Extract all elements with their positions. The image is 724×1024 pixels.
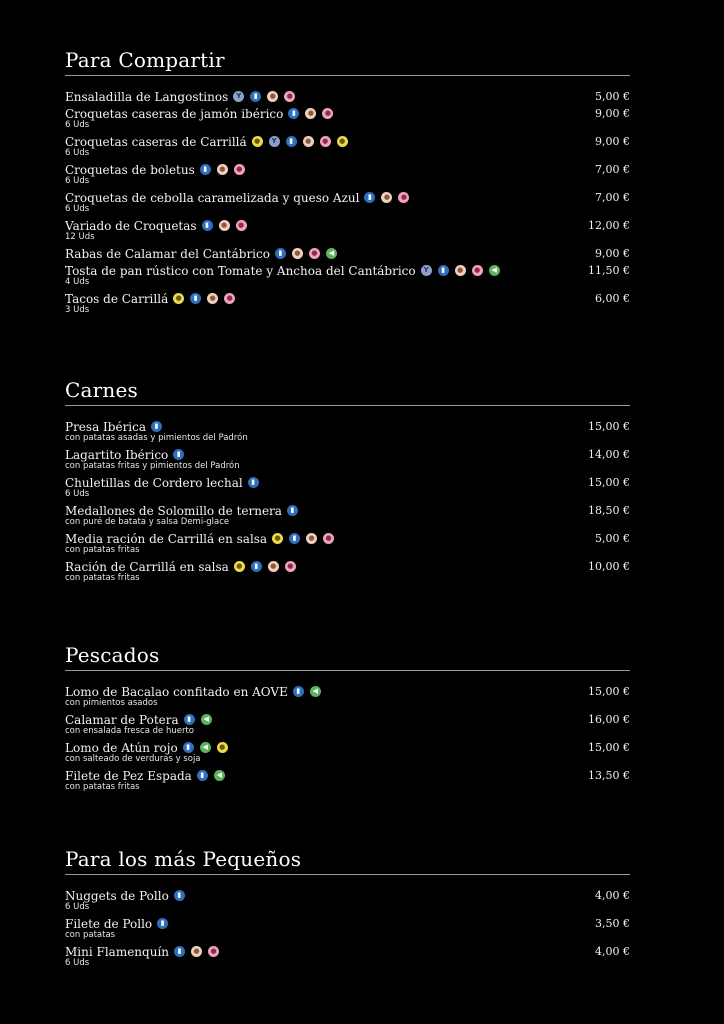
gluten-allergen-icon: ▮: [174, 946, 185, 957]
section-title: Para Compartir: [65, 48, 630, 76]
gluten-allergen-icon: ▮: [275, 248, 286, 259]
menu-item-note: con patatas asadas y pimientos del Padrón: [65, 433, 248, 443]
menu-item-note: con patatas fritas: [65, 545, 140, 555]
menu-item-price: 5,00 €: [595, 532, 630, 545]
egg-allergen-icon: ●: [472, 265, 483, 276]
egg-allergen-icon: ●: [236, 220, 247, 231]
fish-allergen-icon: ◀: [200, 742, 211, 753]
menu-item: [65, 558, 630, 586]
egg-allergen-icon: ●: [284, 91, 295, 102]
milk-allergen-icon: ●: [306, 533, 317, 544]
menu-item-name-wrap: [65, 163, 245, 177]
menu-item-price: 9,00 €: [595, 107, 630, 120]
menu-item-note: 3 Uds: [65, 305, 90, 315]
menu-item-note: con patatas fritas: [65, 782, 140, 792]
milk-allergen-icon: ●: [381, 192, 392, 203]
menu-item-price: 5,00 €: [595, 90, 630, 103]
menu-item-name-wrap: [65, 741, 228, 755]
menu-item-name-wrap: [65, 292, 235, 306]
menu-item-note: 12 Uds: [65, 232, 95, 242]
gluten-allergen-icon: ▮: [293, 686, 304, 697]
allergen-icons: [421, 265, 500, 276]
milk-allergen-icon: ●: [267, 91, 278, 102]
gluten-allergen-icon: ▮: [364, 192, 375, 203]
menu-item-note: 6 Uds: [65, 148, 90, 158]
menu-item-name-wrap: [65, 90, 295, 104]
egg-allergen-icon: ●: [398, 192, 409, 203]
menu-item: [65, 290, 630, 318]
gluten-allergen-icon: ▮: [197, 770, 208, 781]
menu-item-price: 15,00 €: [588, 476, 630, 489]
menu-item-note: con puré de batata y salsa Demi-glace: [65, 517, 230, 527]
section-title: Para los más Pequeños: [65, 847, 630, 875]
mustard-allergen-icon: ●: [252, 136, 263, 147]
menu-item-name: Variado de Croquetas: [65, 218, 197, 233]
gluten-allergen-icon: ▮: [286, 136, 297, 147]
menu-item: [65, 711, 630, 739]
allergen-icons: [202, 220, 247, 231]
allergen-icons: [173, 449, 184, 460]
menu-item-name: Tosta de pan rústico con Tomate y Anchoa del Cantábrico: [65, 263, 416, 278]
menu-item-note: 6 Uds: [65, 120, 90, 130]
gluten-allergen-icon: ▮: [200, 164, 211, 175]
allergen-icons: [288, 108, 333, 119]
gluten-allergen-icon: ▮: [251, 561, 262, 572]
menu-item-name: Filete de Pez Espada: [65, 768, 192, 783]
menu-item-note: con salteado de verduras y soja: [65, 754, 201, 764]
menu-item: [65, 887, 630, 915]
menu-item: [65, 502, 630, 530]
menu-item-name-wrap: [65, 135, 348, 149]
menu-item-name: Rabas de Calamar del Cantábrico: [65, 246, 270, 261]
mustard-allergen-icon: ●: [173, 293, 184, 304]
gluten-allergen-icon: ▮: [250, 91, 261, 102]
menu-item-name-wrap: [65, 448, 184, 462]
menu-item-name: Lagartito Ibérico: [65, 447, 169, 462]
menu-item: [65, 418, 630, 446]
milk-allergen-icon: ●: [268, 561, 279, 572]
gluten-allergen-icon: ▮: [248, 477, 259, 488]
fish-allergen-icon: ◀: [489, 265, 500, 276]
menu-item-name: Chuletillas de Cordero lechal: [65, 475, 243, 490]
menu-item-note: con ensalada fresca de huerto: [65, 726, 194, 736]
milk-allergen-icon: ●: [219, 220, 230, 231]
menu-item-price: 3,50 €: [595, 917, 630, 930]
menu-item-note: con patatas: [65, 930, 116, 940]
menu-item-name: Ración de Carrillá en salsa: [65, 559, 229, 574]
menu-item-price: 14,00 €: [588, 448, 630, 461]
egg-allergen-icon: ●: [323, 533, 334, 544]
crustacean-allergen-icon: Y: [269, 136, 280, 147]
menu-item-note: 6 Uds: [65, 204, 90, 214]
menu-item-price: 11,50 €: [588, 264, 630, 277]
allergen-icons: [252, 136, 348, 147]
menu-item: [65, 133, 630, 161]
menu-item-note: con patatas fritas y pimientos del Padrón: [65, 461, 240, 471]
allergen-icons: [233, 91, 295, 102]
menu-item-name: Lomo de Bacalao confitado en AOVE: [65, 684, 288, 699]
gluten-allergen-icon: ▮: [190, 293, 201, 304]
menu-item-note: 4 Uds: [65, 277, 90, 287]
allergen-icons: [275, 248, 337, 259]
item-list: [65, 683, 630, 795]
milk-allergen-icon: ●: [292, 248, 303, 259]
menu-item-note: 6 Uds: [65, 489, 90, 499]
menu-item-name: Ensaladilla de Langostinos: [65, 89, 229, 104]
menu-item-price: 6,00 €: [595, 292, 630, 305]
menu-item-name: Croquetas de cebolla caramelizada y queso Azul: [65, 190, 360, 205]
item-list: [65, 887, 630, 971]
menu-item: [65, 739, 630, 767]
fish-allergen-icon: ◀: [310, 686, 321, 697]
menu-item-name-wrap: [65, 945, 219, 959]
menu-item-name-wrap: [65, 420, 162, 434]
fish-allergen-icon: ◀: [326, 248, 337, 259]
menu-item-row: [65, 88, 630, 105]
menu-item: [65, 915, 630, 943]
menu-item-price: 9,00 €: [595, 135, 630, 148]
menu-item-name-wrap: [65, 504, 298, 518]
menu-item-name: Lomo de Atún rojo: [65, 740, 178, 755]
allergen-icons: [287, 505, 298, 516]
egg-allergen-icon: ●: [234, 164, 245, 175]
crustacean-allergen-icon: Y: [421, 265, 432, 276]
gluten-allergen-icon: ▮: [173, 449, 184, 460]
gluten-allergen-icon: ▮: [151, 421, 162, 432]
menu-item-name-wrap: [65, 560, 296, 574]
menu-item-name-wrap: [65, 917, 168, 931]
menu-item: [65, 474, 630, 502]
menu-item-note: con patatas fritas: [65, 573, 140, 583]
milk-allergen-icon: ●: [191, 946, 202, 957]
gluten-allergen-icon: ▮: [438, 265, 449, 276]
gluten-allergen-icon: ▮: [202, 220, 213, 231]
menu-item-price: 4,00 €: [595, 889, 630, 902]
menu-item-name-wrap: [65, 713, 212, 727]
gluten-allergen-icon: ▮: [287, 505, 298, 516]
menu-item-name-wrap: [65, 889, 185, 903]
allergen-icons: [234, 561, 296, 572]
milk-allergen-icon: ●: [305, 108, 316, 119]
gluten-allergen-icon: ▮: [184, 714, 195, 725]
allergen-icons: [197, 770, 225, 781]
menu-item-name-wrap: [65, 247, 337, 261]
menu-item-name-wrap: [65, 476, 259, 490]
menu-item-note: con pimientos asados: [65, 698, 158, 708]
allergen-icons: [248, 477, 259, 488]
menu-item-name-wrap: [65, 532, 334, 546]
allergen-icons: [157, 918, 168, 929]
gluten-allergen-icon: ▮: [289, 533, 300, 544]
fish-allergen-icon: ◀: [201, 714, 212, 725]
allergen-icons: [293, 686, 321, 697]
mustard-allergen-icon: ●: [234, 561, 245, 572]
allergen-icons: [151, 421, 162, 432]
menu-item: [65, 683, 630, 711]
menu-item-price: 16,00 €: [588, 713, 630, 726]
menu-item-note: 6 Uds: [65, 958, 90, 968]
mustard-allergen-icon: ●: [272, 533, 283, 544]
section-title: Pescados: [65, 643, 630, 671]
section-title: Carnes: [65, 378, 630, 406]
menu-item-name: Medallones de Solomillo de ternera: [65, 503, 282, 518]
gluten-allergen-icon: ▮: [183, 742, 194, 753]
menu-item-name: Filete de Pollo: [65, 916, 153, 931]
egg-allergen-icon: ●: [224, 293, 235, 304]
egg-allergen-icon: ●: [285, 561, 296, 572]
egg-allergen-icon: ●: [322, 108, 333, 119]
menu-item-price: 18,50 €: [588, 504, 630, 517]
menu-item-name-wrap: [65, 264, 500, 278]
menu-item-note: 6 Uds: [65, 176, 90, 186]
menu-item-name-wrap: [65, 769, 225, 783]
gluten-allergen-icon: ▮: [288, 108, 299, 119]
milk-allergen-icon: ●: [217, 164, 228, 175]
fish-allergen-icon: ◀: [214, 770, 225, 781]
menu-item-name: Nuggets de Pollo: [65, 888, 169, 903]
egg-allergen-icon: ●: [208, 946, 219, 957]
milk-allergen-icon: ●: [455, 265, 466, 276]
menu-item: [65, 88, 630, 105]
menu-item: [65, 262, 630, 290]
menu-item-name: Croquetas de boletus: [65, 162, 195, 177]
gluten-allergen-icon: ▮: [174, 890, 185, 901]
menu-item-price: 15,00 €: [588, 420, 630, 433]
menu-item-price: 10,00 €: [588, 560, 630, 573]
menu-item: [65, 245, 630, 262]
menu-item: [65, 161, 630, 189]
menu-item-name: Calamar de Potera: [65, 712, 179, 727]
menu-item-note: 6 Uds: [65, 902, 90, 912]
allergen-icons: [364, 192, 409, 203]
allergen-icons: [173, 293, 235, 304]
menu-item: [65, 217, 630, 245]
menu-item-price: 4,00 €: [595, 945, 630, 958]
menu-item-price: 9,00 €: [595, 247, 630, 260]
milk-allergen-icon: ●: [303, 136, 314, 147]
menu-item-name: Croquetas caseras de Carrillá: [65, 134, 247, 149]
section-para-compartir: [65, 48, 630, 318]
menu-item-name-wrap: [65, 219, 247, 233]
mustard-allergen-icon: ●: [217, 742, 228, 753]
menu-item-name-wrap: [65, 107, 333, 121]
egg-allergen-icon: ●: [320, 136, 331, 147]
menu-item: [65, 943, 630, 971]
allergen-icons: [174, 946, 219, 957]
menu-item-name: Presa Ibérica: [65, 419, 147, 434]
menu-item-price: 7,00 €: [595, 163, 630, 176]
section-pescados: [65, 643, 630, 795]
menu-item-name: Mini Flamenquín: [65, 944, 170, 959]
menu-item: [65, 105, 630, 133]
allergen-icons: [200, 164, 245, 175]
menu-item: [65, 530, 630, 558]
menu-item-price: 12,00 €: [588, 219, 630, 232]
allergen-icons: [174, 890, 185, 901]
menu-item: [65, 446, 630, 474]
menu-item-name: Tacos de Carrillá: [65, 291, 169, 306]
section-para-los-mas-pequenos: [65, 847, 630, 971]
item-list: [65, 88, 630, 318]
crustacean-allergen-icon: Y: [233, 91, 244, 102]
menu-item-name-wrap: [65, 191, 409, 205]
menu-item-price: 15,00 €: [588, 685, 630, 698]
menu-item-name: Media ración de Carrillá en salsa: [65, 531, 268, 546]
allergen-icons: [184, 714, 212, 725]
menu-item: [65, 767, 630, 795]
allergen-icons: [272, 533, 334, 544]
milk-allergen-icon: ●: [207, 293, 218, 304]
menu-item-price: 7,00 €: [595, 191, 630, 204]
menu-item-price: 13,50 €: [588, 769, 630, 782]
item-list: [65, 418, 630, 586]
menu-item-name: Croquetas caseras de jamón ibérico: [65, 106, 284, 121]
menu-item-row: [65, 245, 630, 262]
mustard-allergen-icon: ●: [337, 136, 348, 147]
menu-item: [65, 189, 630, 217]
allergen-icons: [183, 742, 228, 753]
section-carnes: [65, 378, 630, 586]
egg-allergen-icon: ●: [309, 248, 320, 259]
menu-item-name-wrap: [65, 685, 321, 699]
menu-item-price: 15,00 €: [588, 741, 630, 754]
gluten-allergen-icon: ▮: [157, 918, 168, 929]
